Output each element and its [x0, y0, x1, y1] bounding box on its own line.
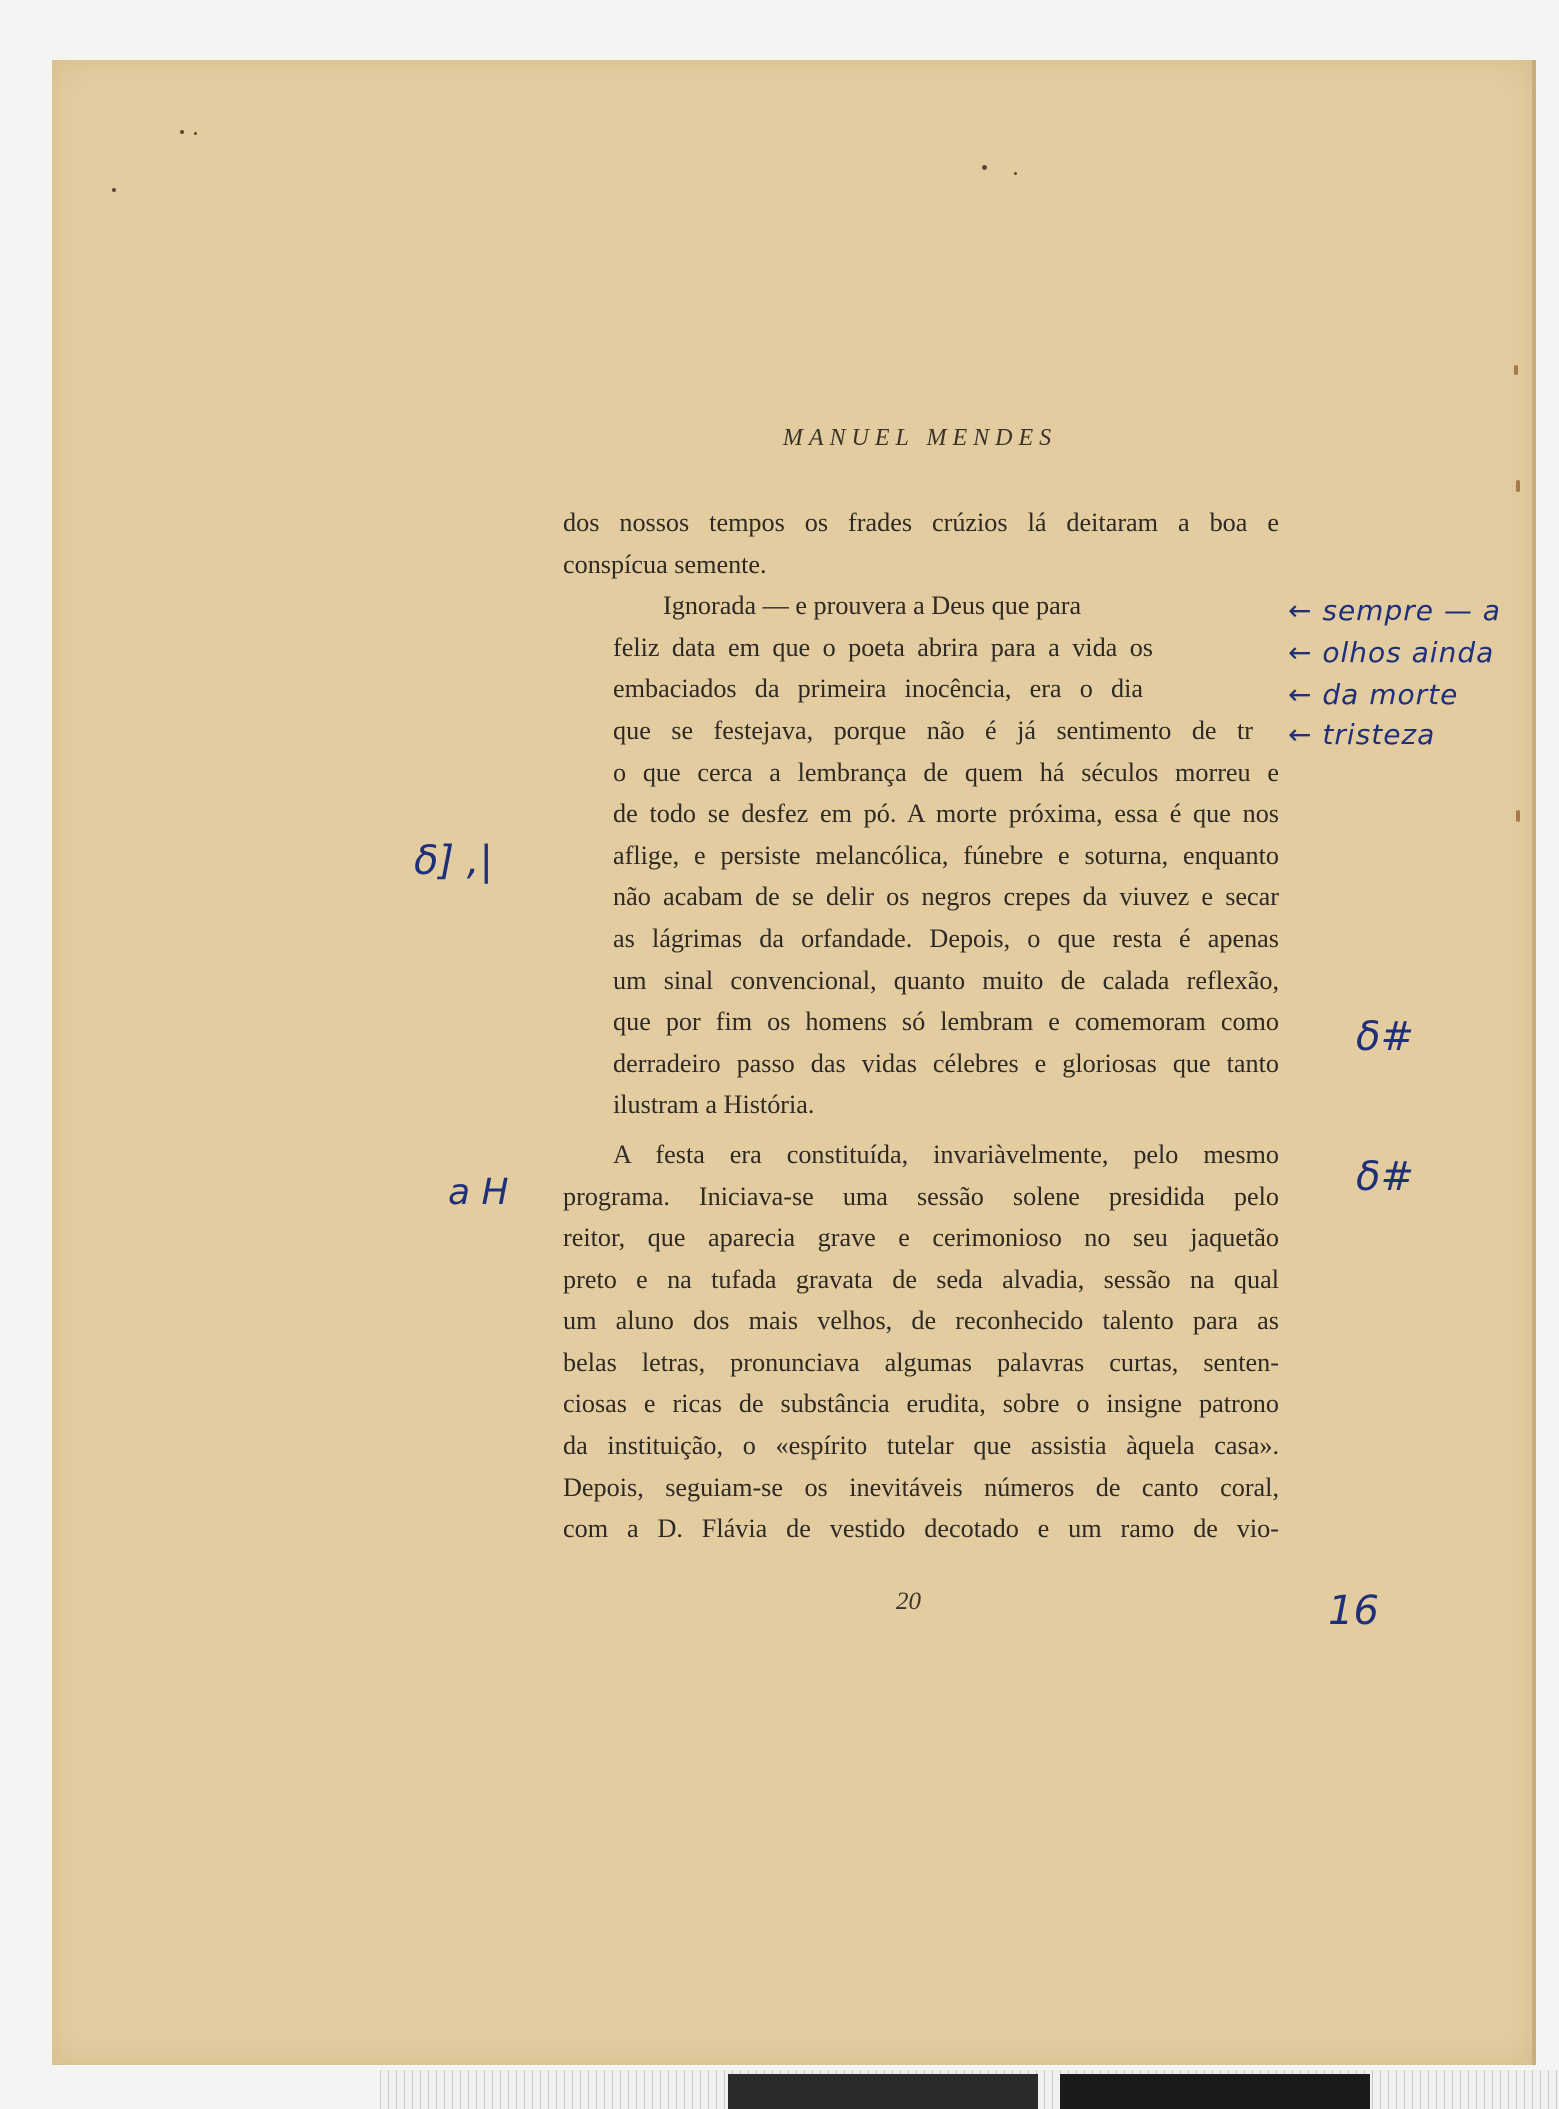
text-line: dos nossos tempos os frades crúzios lá deitaram a boa e	[563, 508, 1279, 537]
text-line: que por fim os homens só lembram e comemoram como	[613, 1007, 1279, 1037]
text-line: de todo se desfez em pó. A morte próxima, essa é que nos	[613, 799, 1279, 829]
handwritten-mark: a H	[448, 1172, 509, 1213]
text-line: belas letras, pronunciava algumas palavras curtas, senten-	[563, 1347, 1279, 1377]
text-line: A festa era constituída, invariàvelmente, pelo mesmo	[613, 1139, 1279, 1169]
text-line: um sinal convencional, quanto muito de calada reflexão,	[613, 965, 1279, 995]
paragraph-3	[563, 1134, 1279, 1550]
running-header: MANUEL MENDES	[782, 425, 1058, 451]
handwritten-note: ← da morte	[1288, 678, 1459, 711]
page-number: 20	[896, 1588, 921, 1615]
text-line: reitor, que aparecia grave e cerimonioso no seu jaquetão	[563, 1223, 1279, 1253]
handwritten-note: ← tristeza	[1288, 718, 1436, 751]
text-line: aflige, e persiste melancólica, fúnebre e soturna, enquanto	[613, 840, 1279, 870]
text-line: não acabam de se delir os negros crepes da viuvez e secar	[613, 882, 1279, 912]
text-line: que se festejava, porque não é já sentimento de tr	[613, 715, 1253, 745]
color-bar	[1060, 2074, 1370, 2109]
color-bar	[728, 2074, 1038, 2109]
handwritten-note: ← sempre — a	[1288, 594, 1501, 627]
scale-ruler	[380, 2070, 1559, 2109]
text-line: as lágrimas da orfandade. Depois, o que resta é apenas	[613, 923, 1279, 953]
handwritten-mark: δ#	[1356, 1014, 1414, 1060]
text-line: o que cerca a lembrança de quem há séculos morreu e	[613, 757, 1279, 787]
text-line: um aluno dos mais velhos, de reconhecido talento para as	[563, 1306, 1279, 1336]
text-line: feliz data em que o poeta abrira para a vida os	[613, 632, 1153, 662]
text-line: conspícua semente.	[563, 549, 767, 579]
paragraph-1	[563, 502, 1279, 585]
handwritten-mark: δ] ,|	[414, 838, 493, 884]
paragraph-2	[563, 585, 1279, 1126]
text-line: com a D. Flávia de vestido decotado e um ramo de vio-	[563, 1514, 1279, 1544]
text-line: ciosas e ricas de substância erudita, sobre o insigne patrono	[563, 1389, 1279, 1419]
text-line: Ignorada — e prouvera a Deus que para	[663, 591, 1082, 621]
body-text	[563, 502, 1279, 1550]
handwritten-sheet-number: 16	[1328, 1588, 1379, 1634]
handwritten-note: ← olhos ainda	[1288, 636, 1495, 669]
text-line: ilustram a História.	[613, 1090, 815, 1120]
text-line: embaciados da primeira inocência, era o dia	[613, 674, 1143, 704]
text-line: derradeiro passo das vidas célebres e gloriosas que tanto	[613, 1048, 1279, 1078]
text-line: preto e na tufada gravata de seda alvadia, sessão na qual	[563, 1264, 1279, 1294]
text-line: Depois, seguiam-se os inevitáveis números de canto coral,	[563, 1472, 1279, 1502]
handwritten-mark: δ#	[1356, 1154, 1414, 1200]
text-line: da instituição, o «espírito tutelar que assistia àquela casa».	[563, 1431, 1279, 1461]
text-line: programa. Iniciava-se uma sessão solene presidida pelo	[563, 1181, 1279, 1211]
